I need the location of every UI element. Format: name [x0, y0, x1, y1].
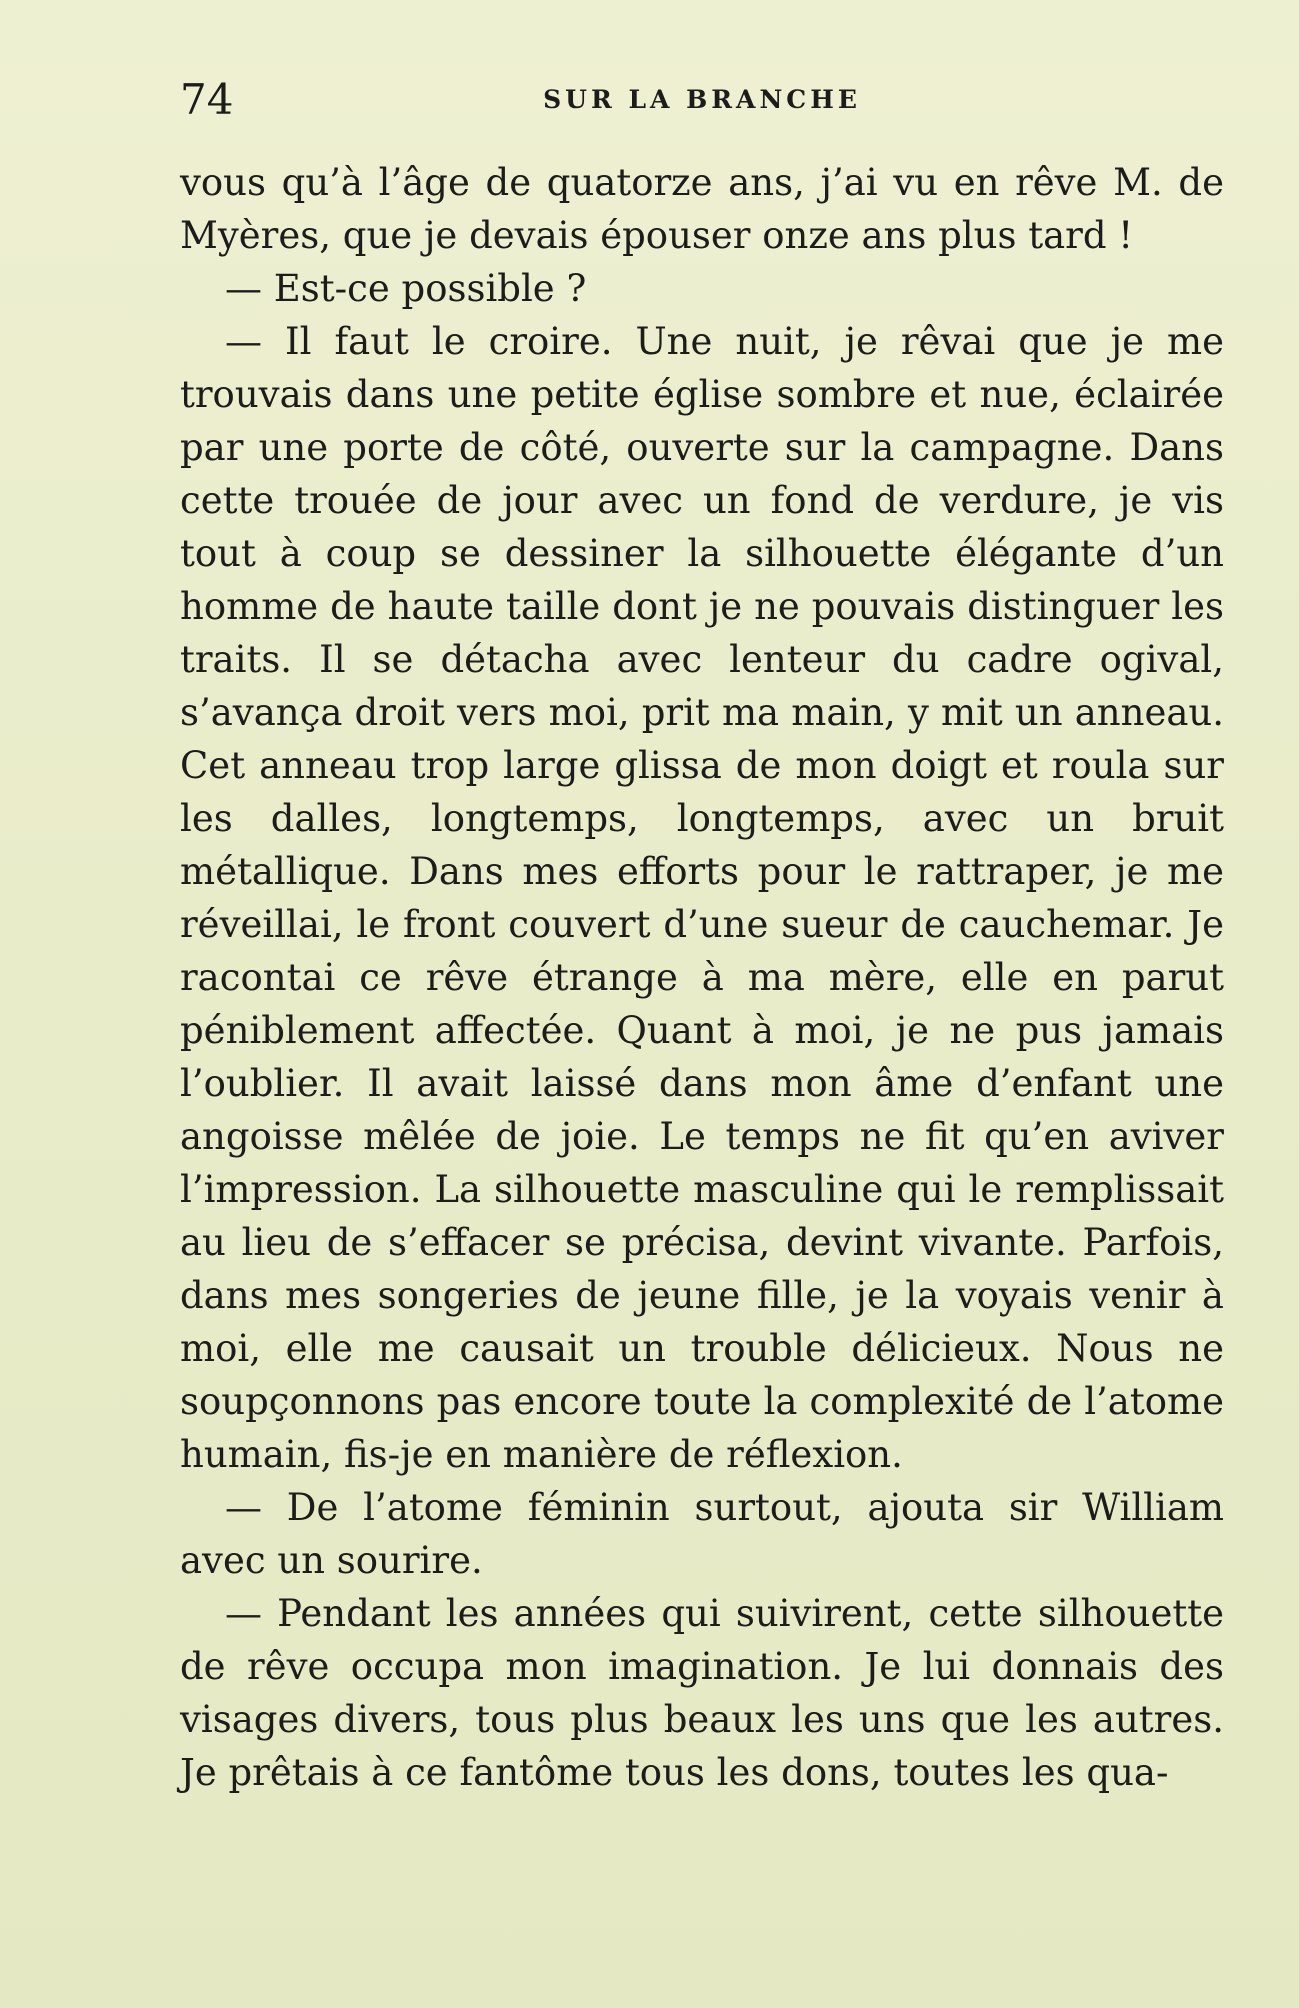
running-title: SUR LA BRANCHE: [543, 85, 861, 114]
paragraph-dialogue-3: — De l’atome féminin surtout, ajouta sir William avec un sourire.: [180, 1486, 1224, 1582]
page-number: 74: [180, 75, 234, 124]
paragraph-dialogue-4: — Pendant les années qui suivirent, cette silhouette de rêve occupa mon imagination. Je lui donnais des visages divers, tous plus beaux les uns que les autres. Je prêtais à ce fantôme tous les dons, toutes les qua-: [180, 1592, 1224, 1794]
body-text: [180, 156, 1224, 1799]
paragraph-dialogue-2: — Il faut le croire. Une nuit, je rêvai que je me trouvais dans une petite église sombre et nue, éclairée par une porte de côté, ouverte sur la campagne. Dans cette trouée de jour avec un fond de verdure, je vis tout à coup se dessiner la silhouette élégante d’un homme de haute taille dont je ne pouvais distinguer les traits. Il se détacha avec lenteur du cadre ogival, s’avança droit vers moi, prit ma main, y mit un anneau. Cet anneau trop large glissa de mon doigt et roula sur les dalles, longtemps, longtemps, avec un bruit métallique. Dans mes efforts pour le rattraper, je me réveillai, le front couvert d’une sueur de cauchemar. Je racontai ce rêve étrange à ma mère, elle en parut péniblement affectée. Quant à moi, je ne pus jamais l’oublier. Il avait laissé dans mon âme d’enfant une angoisse mêlée de joie. Le temps ne fit qu’en aviver l’impression. La silhouette masculine qui le remplissait au lieu de s’effacer se précisa, devint vivante. Parfois, dans mes songeries de jeune fille, je la voyais venir à moi, elle me causait un trouble délicieux. Nous ne soupçonnons pas encore toute la complexité de l’atome humain, fis-je en manière de réflexion.: [180, 320, 1224, 1476]
paragraph-dialogue-1: — Est-ce possible ?: [225, 267, 587, 310]
paragraph-continuation: vous qu’à l’âge de quatorze ans, j’ai vu en rêve M. de Myères, que je devais épouser onze ans plus tard !: [180, 161, 1224, 257]
page-header: [180, 70, 1224, 130]
